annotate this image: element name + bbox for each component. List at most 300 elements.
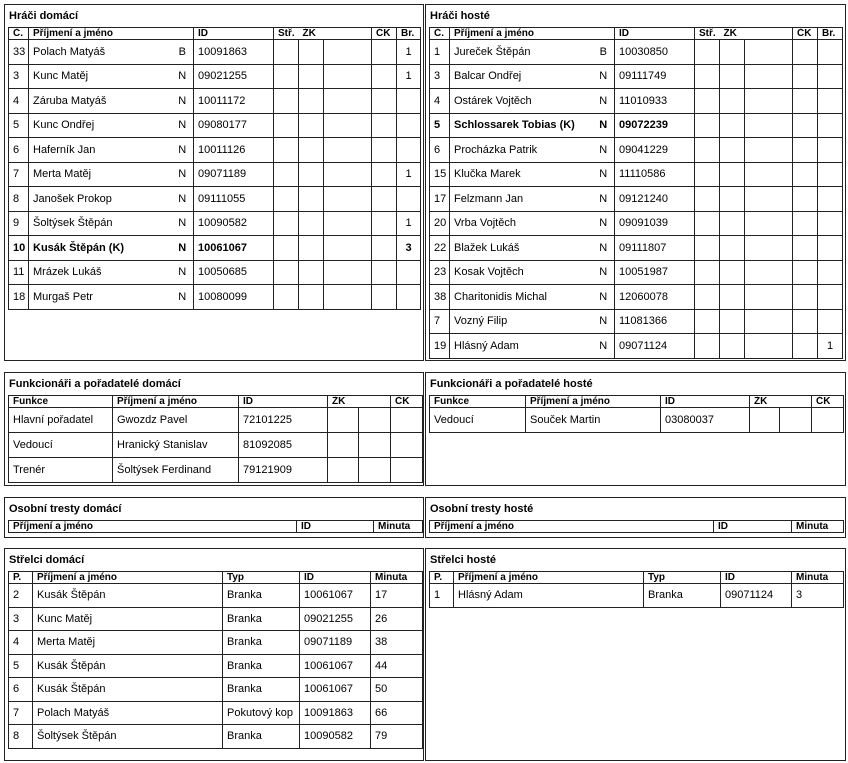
home-scorers-title: Střelci domácí bbox=[9, 554, 85, 566]
away-scorers-table bbox=[429, 571, 844, 608]
official-ck bbox=[812, 408, 844, 433]
player-zk bbox=[720, 162, 745, 187]
scorer-order: 4 bbox=[9, 631, 33, 655]
player-id: 10090582 bbox=[194, 211, 274, 236]
col-minute: Minuta bbox=[792, 572, 844, 584]
player-code: N bbox=[172, 138, 194, 163]
scorer-name: Kusák Štěpán bbox=[33, 678, 223, 702]
player-code: N bbox=[593, 187, 615, 212]
scorer-id: 10090582 bbox=[300, 725, 371, 749]
col-name: Příjmení a jméno bbox=[33, 572, 223, 584]
col-no: Č. bbox=[9, 28, 29, 40]
player-row bbox=[430, 138, 843, 163]
official-zk2 bbox=[359, 433, 391, 458]
player-zk bbox=[299, 40, 324, 65]
player-number: 1 bbox=[430, 40, 450, 65]
scorer-minute: 66 bbox=[371, 701, 423, 725]
player-zk2 bbox=[745, 187, 793, 212]
player-name: Jureček Štěpán bbox=[450, 40, 593, 65]
player-zk2 bbox=[745, 162, 793, 187]
player-id: 12060078 bbox=[615, 285, 695, 310]
col-id: ID bbox=[661, 396, 750, 408]
player-zk2 bbox=[745, 113, 793, 138]
player-row bbox=[430, 334, 843, 359]
player-str bbox=[695, 236, 720, 261]
player-zk bbox=[299, 162, 324, 187]
player-ck bbox=[793, 40, 818, 65]
player-zk bbox=[299, 285, 324, 310]
player-code: N bbox=[172, 162, 194, 187]
player-goals bbox=[818, 260, 843, 285]
player-code: N bbox=[593, 236, 615, 261]
away-players-table bbox=[429, 27, 843, 359]
player-str bbox=[274, 162, 299, 187]
scorer-type: Branka bbox=[223, 631, 300, 655]
player-number: 9 bbox=[9, 211, 29, 236]
col-goals: Br. bbox=[818, 28, 843, 40]
player-id: 09072239 bbox=[615, 113, 695, 138]
player-ck bbox=[793, 138, 818, 163]
away-scorers-panel bbox=[425, 548, 846, 761]
official-id: 72101225 bbox=[239, 408, 328, 433]
away-officials-title: Funkcionáři a pořadatelé hosté bbox=[430, 378, 593, 390]
player-ck bbox=[372, 64, 397, 89]
player-code: N bbox=[593, 162, 615, 187]
header-row bbox=[9, 396, 423, 408]
scorer-minute: 17 bbox=[371, 584, 423, 608]
player-code: N bbox=[172, 236, 194, 261]
col-type: Typ bbox=[644, 572, 721, 584]
player-ck bbox=[793, 334, 818, 359]
player-ck bbox=[372, 211, 397, 236]
official-zk bbox=[328, 433, 359, 458]
player-str bbox=[695, 89, 720, 114]
player-zk2 bbox=[745, 138, 793, 163]
scorer-name: Polach Matyáš bbox=[33, 701, 223, 725]
player-name: Schlossarek Tobias (K) bbox=[450, 113, 593, 138]
player-goals: 1 bbox=[397, 211, 421, 236]
player-name: Merta Matěj bbox=[29, 162, 172, 187]
col-name: Příjmení a jméno bbox=[9, 521, 297, 533]
official-ck bbox=[391, 433, 423, 458]
player-id: 10091863 bbox=[194, 40, 274, 65]
player-str bbox=[695, 40, 720, 65]
scorer-minute: 79 bbox=[371, 725, 423, 749]
header-row bbox=[430, 396, 844, 408]
player-zk bbox=[720, 334, 745, 359]
player-zk bbox=[299, 113, 324, 138]
col-role: Funkce bbox=[430, 396, 526, 408]
col-blank bbox=[324, 28, 372, 40]
player-zk2 bbox=[324, 40, 372, 65]
player-zk bbox=[299, 236, 324, 261]
player-name: Kunc Matěj bbox=[29, 64, 172, 89]
header-row bbox=[430, 28, 843, 40]
col-blank bbox=[359, 396, 391, 408]
player-number: 11 bbox=[9, 260, 29, 285]
player-zk bbox=[299, 260, 324, 285]
home-officials-title: Funkcionáři a pořadatelé domácí bbox=[9, 378, 181, 390]
player-ck bbox=[372, 260, 397, 285]
player-zk bbox=[299, 187, 324, 212]
player-row bbox=[430, 162, 843, 187]
col-code bbox=[172, 28, 194, 40]
player-str bbox=[695, 162, 720, 187]
scorer-row bbox=[9, 678, 423, 702]
away-officials-panel bbox=[425, 372, 846, 486]
player-zk2 bbox=[745, 260, 793, 285]
player-goals bbox=[397, 260, 421, 285]
official-role: Vedoucí bbox=[9, 433, 113, 458]
official-row bbox=[430, 408, 844, 433]
player-name: Šoltýsek Štěpán bbox=[29, 211, 172, 236]
home-scorers-panel bbox=[4, 548, 424, 761]
player-number: 38 bbox=[430, 285, 450, 310]
scorer-row bbox=[430, 584, 844, 608]
player-id: 09121240 bbox=[615, 187, 695, 212]
player-id: 10050685 bbox=[194, 260, 274, 285]
player-ck bbox=[793, 162, 818, 187]
player-zk bbox=[720, 236, 745, 261]
player-goals: 3 bbox=[397, 236, 421, 261]
scorer-id: 09071124 bbox=[721, 584, 792, 608]
player-goals bbox=[818, 309, 843, 334]
player-name: Janošek Prokop bbox=[29, 187, 172, 212]
home-penalties-table bbox=[8, 520, 423, 533]
player-name: Ostárek Vojtěch bbox=[450, 89, 593, 114]
scorer-row bbox=[9, 701, 423, 725]
col-id: ID bbox=[714, 521, 792, 533]
official-id: 79121909 bbox=[239, 458, 328, 483]
player-str bbox=[274, 40, 299, 65]
player-number: 10 bbox=[9, 236, 29, 261]
scorer-minute: 44 bbox=[371, 654, 423, 678]
col-name: Příjmení a jméno bbox=[113, 396, 239, 408]
player-zk2 bbox=[324, 236, 372, 261]
player-name: Felzmann Jan bbox=[450, 187, 593, 212]
scorer-order: 5 bbox=[9, 654, 33, 678]
home-penalties-title: Osobní tresty domácí bbox=[9, 503, 122, 515]
scorer-row bbox=[9, 654, 423, 678]
col-id: ID bbox=[297, 521, 374, 533]
scorer-id: 10061067 bbox=[300, 584, 371, 608]
player-zk2 bbox=[324, 260, 372, 285]
player-number: 18 bbox=[9, 285, 29, 310]
col-ck: ČK bbox=[372, 28, 397, 40]
player-str bbox=[695, 334, 720, 359]
player-str bbox=[695, 211, 720, 236]
player-zk2 bbox=[745, 309, 793, 334]
home-penalties-panel bbox=[4, 497, 424, 538]
player-row bbox=[9, 64, 421, 89]
col-name: Příjmení a jméno bbox=[526, 396, 661, 408]
scorer-minute: 26 bbox=[371, 607, 423, 631]
scorer-name: Hlásný Adam bbox=[454, 584, 644, 608]
away-players-panel bbox=[425, 4, 846, 361]
player-row bbox=[430, 260, 843, 285]
player-ck bbox=[793, 113, 818, 138]
player-row bbox=[430, 236, 843, 261]
player-row bbox=[9, 187, 421, 212]
player-code: N bbox=[593, 211, 615, 236]
player-ck bbox=[793, 260, 818, 285]
official-role: Hlavní pořadatel bbox=[9, 408, 113, 433]
header-row bbox=[430, 572, 844, 584]
col-id: ID bbox=[300, 572, 371, 584]
player-row bbox=[430, 285, 843, 310]
player-number: 3 bbox=[9, 64, 29, 89]
player-code: N bbox=[593, 64, 615, 89]
player-id: 10061067 bbox=[194, 236, 274, 261]
official-zk bbox=[328, 408, 359, 433]
player-str bbox=[695, 187, 720, 212]
col-minute: Minuta bbox=[374, 521, 423, 533]
official-name: Souček Martin bbox=[526, 408, 661, 433]
player-zk bbox=[299, 89, 324, 114]
scorer-name: Kusák Štěpán bbox=[33, 584, 223, 608]
player-id: 10030850 bbox=[615, 40, 695, 65]
player-code: N bbox=[593, 89, 615, 114]
player-str bbox=[274, 64, 299, 89]
official-id: 03080037 bbox=[661, 408, 750, 433]
player-str bbox=[695, 260, 720, 285]
scorer-id: 09071189 bbox=[300, 631, 371, 655]
player-id: 10011172 bbox=[194, 89, 274, 114]
scorer-id: 10061067 bbox=[300, 678, 371, 702]
player-number: 22 bbox=[430, 236, 450, 261]
official-zk bbox=[328, 458, 359, 483]
player-str bbox=[695, 309, 720, 334]
scorer-id: 10091863 bbox=[300, 701, 371, 725]
col-minute: Minuta bbox=[792, 521, 844, 533]
away-officials-table bbox=[429, 395, 844, 433]
col-id: ID bbox=[615, 28, 695, 40]
header-row bbox=[9, 572, 423, 584]
scorer-row bbox=[9, 725, 423, 749]
player-goals bbox=[397, 285, 421, 310]
player-ck bbox=[793, 187, 818, 212]
official-name: Hranický Stanislav bbox=[113, 433, 239, 458]
player-number: 7 bbox=[9, 162, 29, 187]
player-id: 11010933 bbox=[615, 89, 695, 114]
col-ck: ČK bbox=[812, 396, 844, 408]
player-name: Kusák Štěpán (K) bbox=[29, 236, 172, 261]
player-zk bbox=[720, 113, 745, 138]
scorer-name: Merta Matěj bbox=[33, 631, 223, 655]
player-ck bbox=[793, 236, 818, 261]
player-goals bbox=[397, 138, 421, 163]
scorer-order: 7 bbox=[9, 701, 33, 725]
player-goals: 1 bbox=[818, 334, 843, 359]
scorer-id: 10061067 bbox=[300, 654, 371, 678]
scorer-order: 8 bbox=[9, 725, 33, 749]
player-name: Kosak Vojtěch bbox=[450, 260, 593, 285]
player-ck bbox=[372, 40, 397, 65]
player-goals bbox=[397, 187, 421, 212]
player-name: Záruba Matyáš bbox=[29, 89, 172, 114]
player-zk2 bbox=[324, 162, 372, 187]
official-zk2 bbox=[359, 408, 391, 433]
scorer-name: Šoltýsek Štěpán bbox=[33, 725, 223, 749]
player-zk2 bbox=[324, 89, 372, 114]
col-role: Funkce bbox=[9, 396, 113, 408]
player-zk bbox=[720, 309, 745, 334]
player-id: 09080177 bbox=[194, 113, 274, 138]
player-number: 7 bbox=[430, 309, 450, 334]
player-name: Haferník Jan bbox=[29, 138, 172, 163]
player-row bbox=[9, 40, 421, 65]
player-ck bbox=[372, 236, 397, 261]
player-ck bbox=[372, 187, 397, 212]
player-zk2 bbox=[745, 285, 793, 310]
player-str bbox=[695, 113, 720, 138]
player-goals bbox=[818, 40, 843, 65]
player-name: Hlásný Adam bbox=[450, 334, 593, 359]
player-id: 09111749 bbox=[615, 64, 695, 89]
scorer-order: 6 bbox=[9, 678, 33, 702]
player-number: 5 bbox=[430, 113, 450, 138]
player-goals bbox=[397, 89, 421, 114]
scorer-order: 3 bbox=[9, 607, 33, 631]
col-p: P. bbox=[430, 572, 454, 584]
player-zk2 bbox=[324, 285, 372, 310]
col-id: ID bbox=[194, 28, 274, 40]
home-players-panel bbox=[4, 4, 424, 361]
player-id: 11081366 bbox=[615, 309, 695, 334]
player-goals bbox=[818, 89, 843, 114]
col-minute: Minuta bbox=[371, 572, 423, 584]
player-id: 10051987 bbox=[615, 260, 695, 285]
player-zk bbox=[720, 211, 745, 236]
player-ck bbox=[793, 211, 818, 236]
away-penalties-table bbox=[429, 520, 844, 533]
col-zk: ŽK bbox=[299, 28, 324, 40]
player-ck bbox=[372, 285, 397, 310]
scorer-type: Pokutový kop bbox=[223, 701, 300, 725]
player-ck bbox=[372, 138, 397, 163]
player-code: N bbox=[172, 260, 194, 285]
player-str bbox=[274, 260, 299, 285]
player-row bbox=[9, 138, 421, 163]
player-zk bbox=[299, 64, 324, 89]
header-row bbox=[9, 28, 421, 40]
player-zk bbox=[720, 64, 745, 89]
player-id: 09071124 bbox=[615, 334, 695, 359]
player-str bbox=[695, 64, 720, 89]
scorer-id: 09021255 bbox=[300, 607, 371, 631]
player-name: Mrázek Lukáš bbox=[29, 260, 172, 285]
player-goals bbox=[818, 138, 843, 163]
scorer-row bbox=[9, 631, 423, 655]
player-goals: 1 bbox=[397, 40, 421, 65]
player-number: 15 bbox=[430, 162, 450, 187]
official-row bbox=[9, 458, 423, 483]
player-number: 5 bbox=[9, 113, 29, 138]
scorer-type: Branka bbox=[223, 607, 300, 631]
player-zk2 bbox=[745, 211, 793, 236]
player-id: 09111807 bbox=[615, 236, 695, 261]
col-id: ID bbox=[239, 396, 328, 408]
player-row bbox=[9, 89, 421, 114]
official-name: Gwozdz Pavel bbox=[113, 408, 239, 433]
player-name: Polach Matyáš bbox=[29, 40, 172, 65]
player-row bbox=[430, 211, 843, 236]
player-zk2 bbox=[324, 138, 372, 163]
player-goals bbox=[818, 187, 843, 212]
scorer-minute: 38 bbox=[371, 631, 423, 655]
player-zk bbox=[720, 40, 745, 65]
player-str bbox=[274, 236, 299, 261]
player-zk bbox=[720, 89, 745, 114]
player-ck bbox=[372, 162, 397, 187]
official-row bbox=[9, 433, 423, 458]
official-name: Šoltýsek Ferdinand bbox=[113, 458, 239, 483]
player-zk2 bbox=[745, 334, 793, 359]
player-number: 4 bbox=[9, 89, 29, 114]
player-goals bbox=[818, 64, 843, 89]
home-players-table bbox=[8, 27, 421, 310]
player-zk bbox=[720, 187, 745, 212]
col-blank bbox=[745, 28, 793, 40]
player-row bbox=[9, 236, 421, 261]
player-row bbox=[9, 162, 421, 187]
col-zk: ŽK bbox=[720, 28, 745, 40]
player-id: 11110586 bbox=[615, 162, 695, 187]
col-goals: Br. bbox=[397, 28, 421, 40]
col-name: Příjmení a jméno bbox=[29, 28, 172, 40]
player-row bbox=[430, 309, 843, 334]
scorer-minute: 50 bbox=[371, 678, 423, 702]
player-row bbox=[430, 187, 843, 212]
player-number: 20 bbox=[430, 211, 450, 236]
player-code: N bbox=[172, 89, 194, 114]
player-ck bbox=[372, 113, 397, 138]
away-players-title: Hráči hosté bbox=[430, 10, 490, 22]
player-code: N bbox=[593, 334, 615, 359]
player-zk bbox=[720, 138, 745, 163]
player-zk bbox=[299, 138, 324, 163]
player-str bbox=[695, 285, 720, 310]
player-name: Vrba Vojtěch bbox=[450, 211, 593, 236]
player-code: B bbox=[593, 40, 615, 65]
player-name: Blažek Lukáš bbox=[450, 236, 593, 261]
player-zk2 bbox=[745, 89, 793, 114]
player-ck bbox=[793, 64, 818, 89]
away-penalties-title: Osobní tresty hosté bbox=[430, 503, 534, 515]
player-str bbox=[274, 285, 299, 310]
col-blank bbox=[780, 396, 812, 408]
player-row bbox=[9, 260, 421, 285]
player-zk2 bbox=[745, 64, 793, 89]
player-zk bbox=[299, 211, 324, 236]
col-name: Příjmení a jméno bbox=[454, 572, 644, 584]
col-str: Stř. bbox=[695, 28, 720, 40]
col-code bbox=[593, 28, 615, 40]
player-code: N bbox=[172, 64, 194, 89]
player-name: Balcar Ondřej bbox=[450, 64, 593, 89]
player-id: 09041229 bbox=[615, 138, 695, 163]
player-row bbox=[9, 113, 421, 138]
scorer-type: Branka bbox=[223, 678, 300, 702]
player-goals bbox=[818, 162, 843, 187]
official-role: Vedoucí bbox=[430, 408, 526, 433]
col-zk: ŽK bbox=[328, 396, 359, 408]
official-zk bbox=[750, 408, 780, 433]
player-number: 4 bbox=[430, 89, 450, 114]
player-id: 09091039 bbox=[615, 211, 695, 236]
player-code: B bbox=[172, 40, 194, 65]
scorer-type: Branka bbox=[644, 584, 721, 608]
